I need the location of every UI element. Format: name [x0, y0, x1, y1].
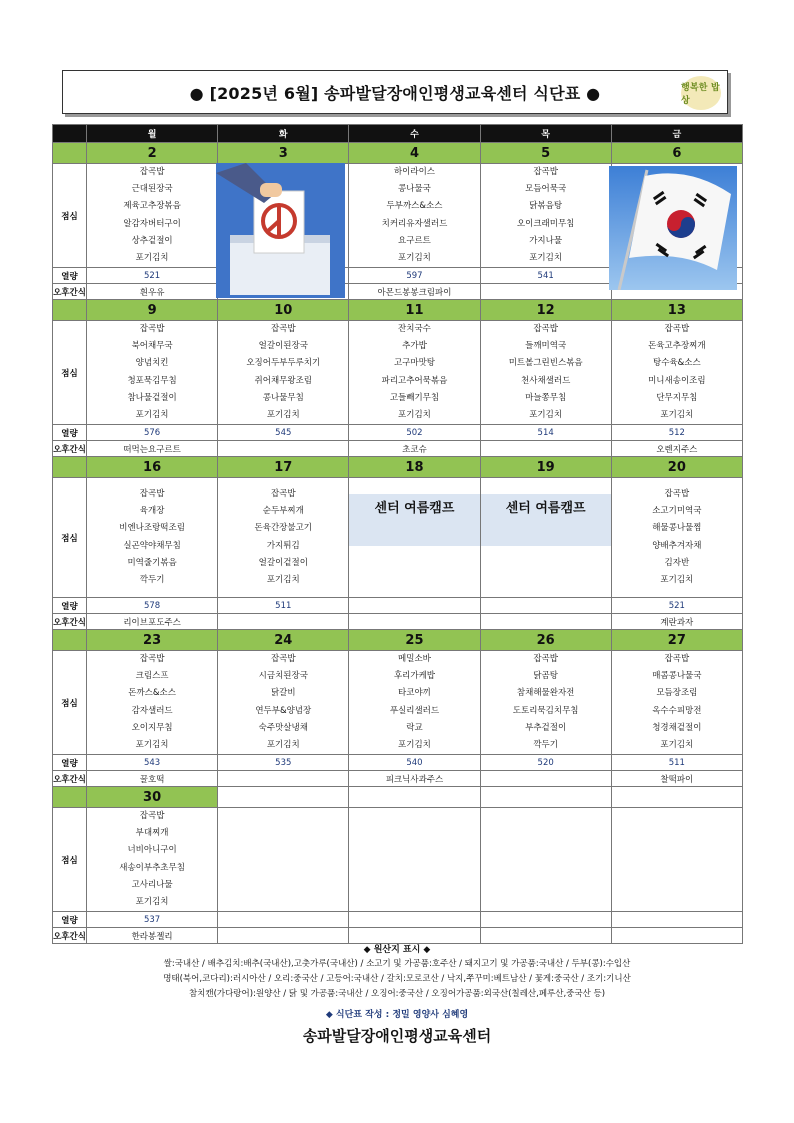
kcal-label: 열량 — [53, 598, 87, 614]
date-cell: 11 — [349, 300, 480, 321]
snack-value: 한라봉젤리 — [87, 928, 218, 944]
menu-item: 잡곡밥 — [664, 324, 690, 335]
date-cell: 6 — [611, 143, 742, 164]
date-row-label — [53, 787, 87, 808]
menu-item: 숙주맛살냉채 — [258, 722, 308, 733]
lunch-menu-list — [481, 321, 611, 424]
weekday-header: 화 — [218, 125, 349, 143]
menu-item: 미트볼그린빈스볶음 — [508, 358, 583, 369]
menu-item: 콩나물국 — [398, 184, 431, 195]
menu-item: 양배추겨자채 — [652, 540, 702, 551]
lunch-cell — [480, 164, 611, 268]
date-cell — [349, 787, 480, 808]
menu-item: 부추겉절이 — [525, 722, 567, 733]
menu-item: 감자샐러드 — [131, 705, 173, 716]
menu-item: 청포묵김무침 — [127, 375, 177, 386]
lunch-cell — [87, 808, 218, 912]
lunch-cell — [611, 321, 742, 425]
weekday-header: 금 — [611, 125, 742, 143]
menu-item: 잔치국수 — [398, 324, 431, 335]
lunch-cell — [349, 164, 480, 268]
date-cell: 4 — [349, 143, 480, 164]
menu-item: 고들빼기무침 — [389, 392, 440, 403]
lunch-menu-list — [218, 486, 348, 589]
date-cell: 26 — [480, 630, 611, 651]
date-cell: 2 — [87, 143, 218, 164]
snack-value — [349, 614, 480, 630]
kcal-label: 열량 — [53, 912, 87, 928]
menu-item: 얼갈이된장국 — [258, 341, 308, 352]
menu-item: 락교 — [406, 722, 423, 733]
korean-flag-image — [609, 166, 737, 290]
origin-line: 명태(북어,코다리):러시아산 / 오리:중국산 / 고등어:국내산 / 갈치:모로코산 / 낙지,쭈꾸미:베트남산 / 꽃게:중국산 / 조기:기니산 — [163, 974, 631, 984]
snack-value — [218, 441, 349, 457]
date-cell: 27 — [611, 630, 742, 651]
lunch-row — [53, 651, 743, 755]
menu-item: 콩나물무침 — [262, 392, 304, 403]
menu-item: 돈육간장불고기 — [254, 523, 313, 534]
date-row — [53, 630, 743, 651]
kcal-value — [349, 912, 480, 928]
date-cell: 9 — [87, 300, 218, 321]
menu-item: 포기김치 — [529, 252, 563, 263]
menu-item: 오이지무침 — [131, 722, 173, 733]
snack-label: 오후간식 — [53, 614, 87, 630]
menu-item: 알감자버터구이 — [123, 218, 181, 229]
lunch-label: 점심 — [53, 651, 87, 755]
kcal-value: 511 — [611, 755, 742, 771]
date-row — [53, 300, 743, 321]
date-cell: 17 — [218, 457, 349, 478]
kcal-value: 514 — [480, 425, 611, 441]
lunch-menu-list — [349, 651, 479, 754]
snack-value — [480, 284, 611, 300]
lunch-cell — [87, 164, 218, 268]
menu-item: 잡곡밥 — [533, 167, 558, 178]
camp-wrap — [349, 494, 479, 597]
menu-item: 오이크래미무침 — [516, 218, 575, 229]
menu-item: 포기김치 — [266, 739, 300, 750]
kcal-value: 576 — [87, 425, 218, 441]
snack-value — [480, 771, 611, 787]
menu-item: 연두부&양념장 — [255, 705, 312, 716]
menu-item: 김자반 — [664, 557, 690, 568]
weekday-header: 목 — [480, 125, 611, 143]
menu-item: 닭갈비 — [270, 688, 296, 699]
menu-item: 깍두기 — [139, 574, 165, 585]
menu-item: 잡곡밥 — [139, 811, 165, 822]
menu-item: 치커리유자샐러드 — [381, 218, 448, 229]
kcal-row — [53, 425, 743, 441]
lunch-cell — [87, 478, 218, 598]
menu-item: 두부까스&소스 — [386, 201, 443, 212]
date-cell: 10 — [218, 300, 349, 321]
date-cell: 23 — [87, 630, 218, 651]
lunch-cell — [218, 321, 349, 425]
snack-value: 초코슈 — [349, 441, 480, 457]
lunch-menu-list — [218, 321, 348, 424]
lunch-row — [53, 808, 743, 912]
date-cell: 30 — [87, 787, 218, 808]
menu-item: 포기김치 — [660, 574, 694, 585]
election-vote-illustration — [216, 163, 345, 298]
date-cell: 13 — [611, 300, 742, 321]
logo — [681, 76, 721, 110]
origin-list — [52, 957, 742, 1002]
menu-item: 포기김치 — [135, 409, 169, 420]
camp-wrap — [481, 494, 611, 597]
snack-row — [53, 771, 743, 787]
menu-item: 고구마맛탕 — [393, 358, 435, 369]
kcal-label: 열량 — [53, 268, 87, 284]
lunch-cell — [349, 651, 480, 755]
lunch-cell — [218, 651, 349, 755]
menu-item: 잡곡밥 — [664, 654, 690, 665]
kcal-value — [480, 912, 611, 928]
kcal-value: 511 — [218, 598, 349, 614]
lunch-menu-list — [87, 808, 217, 911]
kcal-row — [53, 598, 743, 614]
snack-row — [53, 614, 743, 630]
menu-item: 상추겉절이 — [131, 235, 173, 246]
date-cell: 19 — [480, 457, 611, 478]
menu-item: 잡곡밥 — [139, 167, 165, 178]
center-name: 송파발달장애인평생교육센터 — [302, 1027, 492, 1045]
snack-value: 오렌지주스 — [611, 441, 742, 457]
menu-item: 닭곰탕 — [533, 671, 558, 682]
lunch-cell — [480, 651, 611, 755]
lunch-cell — [611, 808, 742, 912]
menu-item: 들깨미역국 — [525, 341, 567, 352]
lunch-cell — [480, 321, 611, 425]
lunch-menu-list — [349, 164, 479, 267]
date-row-label — [53, 630, 87, 651]
snack-value: 리이브포도주스 — [87, 614, 218, 630]
lunch-label: 점심 — [53, 478, 87, 598]
lunch-menu-list — [218, 651, 348, 754]
kcal-value: 521 — [611, 598, 742, 614]
kcal-value — [218, 912, 349, 928]
lunch-cell — [87, 651, 218, 755]
menu-item: 포기김치 — [398, 252, 431, 263]
date-row-label — [53, 300, 87, 321]
menu-item: 양념치킨 — [135, 358, 169, 369]
menu-item: 옥수수피망전 — [652, 705, 702, 716]
date-cell: 25 — [349, 630, 480, 651]
snack-value — [218, 771, 349, 787]
weekday-header: 수 — [349, 125, 480, 143]
date-cell — [218, 787, 349, 808]
snack-value — [480, 441, 611, 457]
menu-item: 시금치된장국 — [258, 671, 308, 682]
menu-item: 포기김치 — [529, 409, 563, 420]
date-row — [53, 143, 743, 164]
menu-item: 모듬장조림 — [656, 688, 698, 699]
menu-item: 얼갈이겉절이 — [258, 557, 308, 568]
menu-item: 메밀소바 — [398, 654, 431, 665]
kcal-row — [53, 755, 743, 771]
menu-item: 포기김치 — [135, 739, 169, 750]
snack-label: 오후간식 — [53, 771, 87, 787]
menu-item: 타코야끼 — [398, 688, 431, 699]
kcal-label: 열량 — [53, 755, 87, 771]
lunch-cell — [87, 321, 218, 425]
menu-item: 포기김치 — [398, 409, 431, 420]
menu-item: 잡곡밥 — [270, 654, 296, 665]
menu-item: 잡곡밥 — [533, 654, 558, 665]
menu-item: 잡곡밥 — [270, 489, 296, 500]
lunch-cell — [611, 651, 742, 755]
menu-item: 매콤콩나물국 — [652, 671, 702, 682]
lunch-cell — [218, 478, 349, 598]
menu-author: ◆ 식단표 작성 : 정밀 영양사 심혜영 — [325, 1010, 469, 1020]
date-cell: 5 — [480, 143, 611, 164]
snack-value: 피크닉사과주스 — [349, 771, 480, 787]
menu-item: 부대찌개 — [135, 828, 169, 839]
kcal-label: 열량 — [53, 425, 87, 441]
summer-camp-notice: 센터 여름캠프 — [349, 494, 479, 546]
menu-item: 포기김치 — [135, 896, 169, 907]
snack-value: 흰우유 — [87, 284, 218, 300]
menu-item: 포기김치 — [266, 409, 300, 420]
menu-item: 북어채무국 — [131, 341, 173, 352]
menu-item: 깍두기 — [533, 739, 558, 750]
menu-item: 돈까스&소스 — [128, 688, 176, 699]
snack-value: 떠먹는요구르트 — [87, 441, 218, 457]
date-row — [53, 457, 743, 478]
snack-value — [480, 614, 611, 630]
origin-line: 쌀:국내산 / 배추김치:배추(국내산),고춧가루(국내산) / 소고기 및 가공품:호주산 / 돼지고기 및 가공품:국내산 / 두부(콩):수입산 — [163, 959, 631, 969]
menu-item: 미역줄기볶음 — [127, 557, 177, 568]
menu-item: 모듬어묵국 — [525, 184, 567, 195]
date-cell: 20 — [611, 457, 742, 478]
kcal-value: 543 — [87, 755, 218, 771]
logo-text: 행복한 밥상 — [681, 83, 720, 106]
lunch-menu-list — [612, 486, 742, 589]
kcal-value: 512 — [611, 425, 742, 441]
date-row-label — [53, 143, 87, 164]
menu-item: 단무지무침 — [656, 392, 698, 403]
snack-value: 찰떡파이 — [611, 771, 742, 787]
menu-item: 참나물겉절이 — [127, 392, 177, 403]
lunch-menu-list — [612, 651, 742, 754]
menu-item: 고사리나물 — [131, 879, 173, 890]
menu-item: 크림스프 — [135, 671, 169, 682]
menu-item: 포기김치 — [135, 252, 169, 263]
menu-item: 요구르트 — [398, 235, 431, 246]
date-cell — [480, 787, 611, 808]
page-title — [62, 70, 728, 114]
lunch-row — [53, 478, 743, 598]
lunch-menu-list — [612, 321, 742, 424]
lunch-menu-list — [349, 321, 479, 424]
lunch-cell — [349, 478, 480, 598]
snack-value: 꿀호떡 — [87, 771, 218, 787]
lunch-menu-list — [87, 651, 217, 754]
kcal-value — [349, 598, 480, 614]
menu-item: 가지튀김 — [266, 540, 300, 551]
menu-item: 잡곡밥 — [270, 324, 296, 335]
kcal-value — [611, 912, 742, 928]
menu-item: 추가밥 — [402, 341, 427, 352]
menu-item: 제육고추장볶음 — [123, 201, 181, 212]
title-text: ● [2025년 6월] 송파발달장애인평생교육센터 식단표 ● — [189, 83, 601, 103]
menu-item: 오징어두부두루치기 — [246, 358, 321, 369]
date-cell: 3 — [218, 143, 349, 164]
date-cell: 18 — [349, 457, 480, 478]
kcal-value: 521 — [87, 268, 218, 284]
menu-item: 쥐어채무왕조림 — [254, 375, 313, 386]
summer-camp-notice: 센터 여름캠프 — [481, 494, 611, 546]
menu-item: 가지나물 — [529, 235, 563, 246]
menu-item: 잡곡밥 — [139, 654, 165, 665]
kcal-value: 578 — [87, 598, 218, 614]
kcal-row — [53, 912, 743, 928]
kcal-value: 540 — [349, 755, 480, 771]
menu-item: 잡곡밥 — [533, 324, 558, 335]
lunch-cell — [480, 478, 611, 598]
menu-item: 파리고추어묵볶음 — [381, 375, 448, 386]
snack-row — [53, 441, 743, 457]
menu-item: 너비아니구이 — [127, 845, 177, 856]
header-corner — [53, 125, 87, 143]
kcal-value: 545 — [218, 425, 349, 441]
menu-item: 포기김치 — [660, 409, 694, 420]
menu-item: 새송이부추초무침 — [119, 862, 185, 873]
menu-item: 돈육고추장찌개 — [648, 341, 706, 352]
lunch-cell — [611, 478, 742, 598]
snack-label: 오후간식 — [53, 284, 87, 300]
kcal-value: 541 — [480, 268, 611, 284]
snack-label: 오후간식 — [53, 928, 87, 944]
menu-item: 잡곡밥 — [139, 324, 165, 335]
lunch-cell — [218, 808, 349, 912]
menu-item: 포기김치 — [660, 739, 694, 750]
kcal-value — [480, 598, 611, 614]
lunch-cell — [349, 321, 480, 425]
lunch-menu-list — [481, 164, 611, 267]
lunch-row — [53, 321, 743, 425]
menu-item: 천사채샐러드 — [521, 375, 571, 386]
lunch-label: 점심 — [53, 164, 87, 268]
kcal-value: 537 — [87, 912, 218, 928]
kcal-value: 535 — [218, 755, 349, 771]
snack-value: 아몬드봉봉크림파이 — [349, 284, 480, 300]
lunch-menu-list — [87, 486, 217, 589]
date-cell: 12 — [480, 300, 611, 321]
weekday-header-row — [53, 125, 743, 143]
snack-value: 계란과자 — [611, 614, 742, 630]
menu-item: 소고기미역국 — [652, 506, 702, 517]
menu-item: 육개장 — [139, 506, 165, 517]
menu-item: 잡곡밥 — [664, 489, 690, 500]
origin-title: ◆ 원산지 표시 ◆ — [363, 945, 431, 955]
lunch-menu-list — [87, 321, 217, 424]
menu-item: 하이라이스 — [393, 167, 435, 178]
menu-item: 해물콩나물찜 — [652, 523, 702, 534]
weekday-header: 월 — [87, 125, 218, 143]
menu-item: 포기김치 — [398, 739, 431, 750]
menu-item: 탕수육&소스 — [653, 358, 701, 369]
lunch-cell — [349, 808, 480, 912]
menu-item: 근대된장국 — [131, 184, 173, 195]
menu-item: 후리가케밥 — [393, 671, 435, 682]
menu-item: 푸실리샐러드 — [389, 705, 440, 716]
lunch-label: 점심 — [53, 808, 87, 912]
menu-item: 순두부찌개 — [262, 506, 304, 517]
date-row — [53, 787, 743, 808]
origin-line: 참치캔(가다랑어):원양산 / 닭 및 가공품:국내산 / 오징어:중국산 / 오징어가공품:외국산(칠레산,페루산,중국산 등) — [188, 989, 606, 999]
menu-item: 포기김치 — [266, 574, 300, 585]
kcal-value: 520 — [480, 755, 611, 771]
date-cell: 16 — [87, 457, 218, 478]
menu-item: 닭볶음탕 — [529, 201, 563, 212]
menu-item: 미니새송이조림 — [648, 375, 706, 386]
menu-item: 비엔나조랑떡조림 — [119, 523, 185, 534]
date-cell: 24 — [218, 630, 349, 651]
snack-value — [218, 614, 349, 630]
menu-item: 마늘쫑무침 — [525, 392, 567, 403]
menu-item: 청경채겉절이 — [652, 722, 702, 733]
menu-item: 잡곡밥 — [139, 489, 165, 500]
date-row-label — [53, 457, 87, 478]
kcal-value: 502 — [349, 425, 480, 441]
menu-item: 도토리묵김치무침 — [512, 705, 579, 716]
lunch-menu-list — [481, 651, 611, 754]
menu-item: 참채해물완자전 — [516, 688, 575, 699]
snack-label: 오후간식 — [53, 441, 87, 457]
lunch-label: 점심 — [53, 321, 87, 425]
lunch-cell — [480, 808, 611, 912]
lunch-menu-list — [87, 164, 217, 267]
menu-item: 실곤약야채무침 — [123, 540, 181, 551]
date-cell — [611, 787, 742, 808]
kcal-value: 597 — [349, 268, 480, 284]
